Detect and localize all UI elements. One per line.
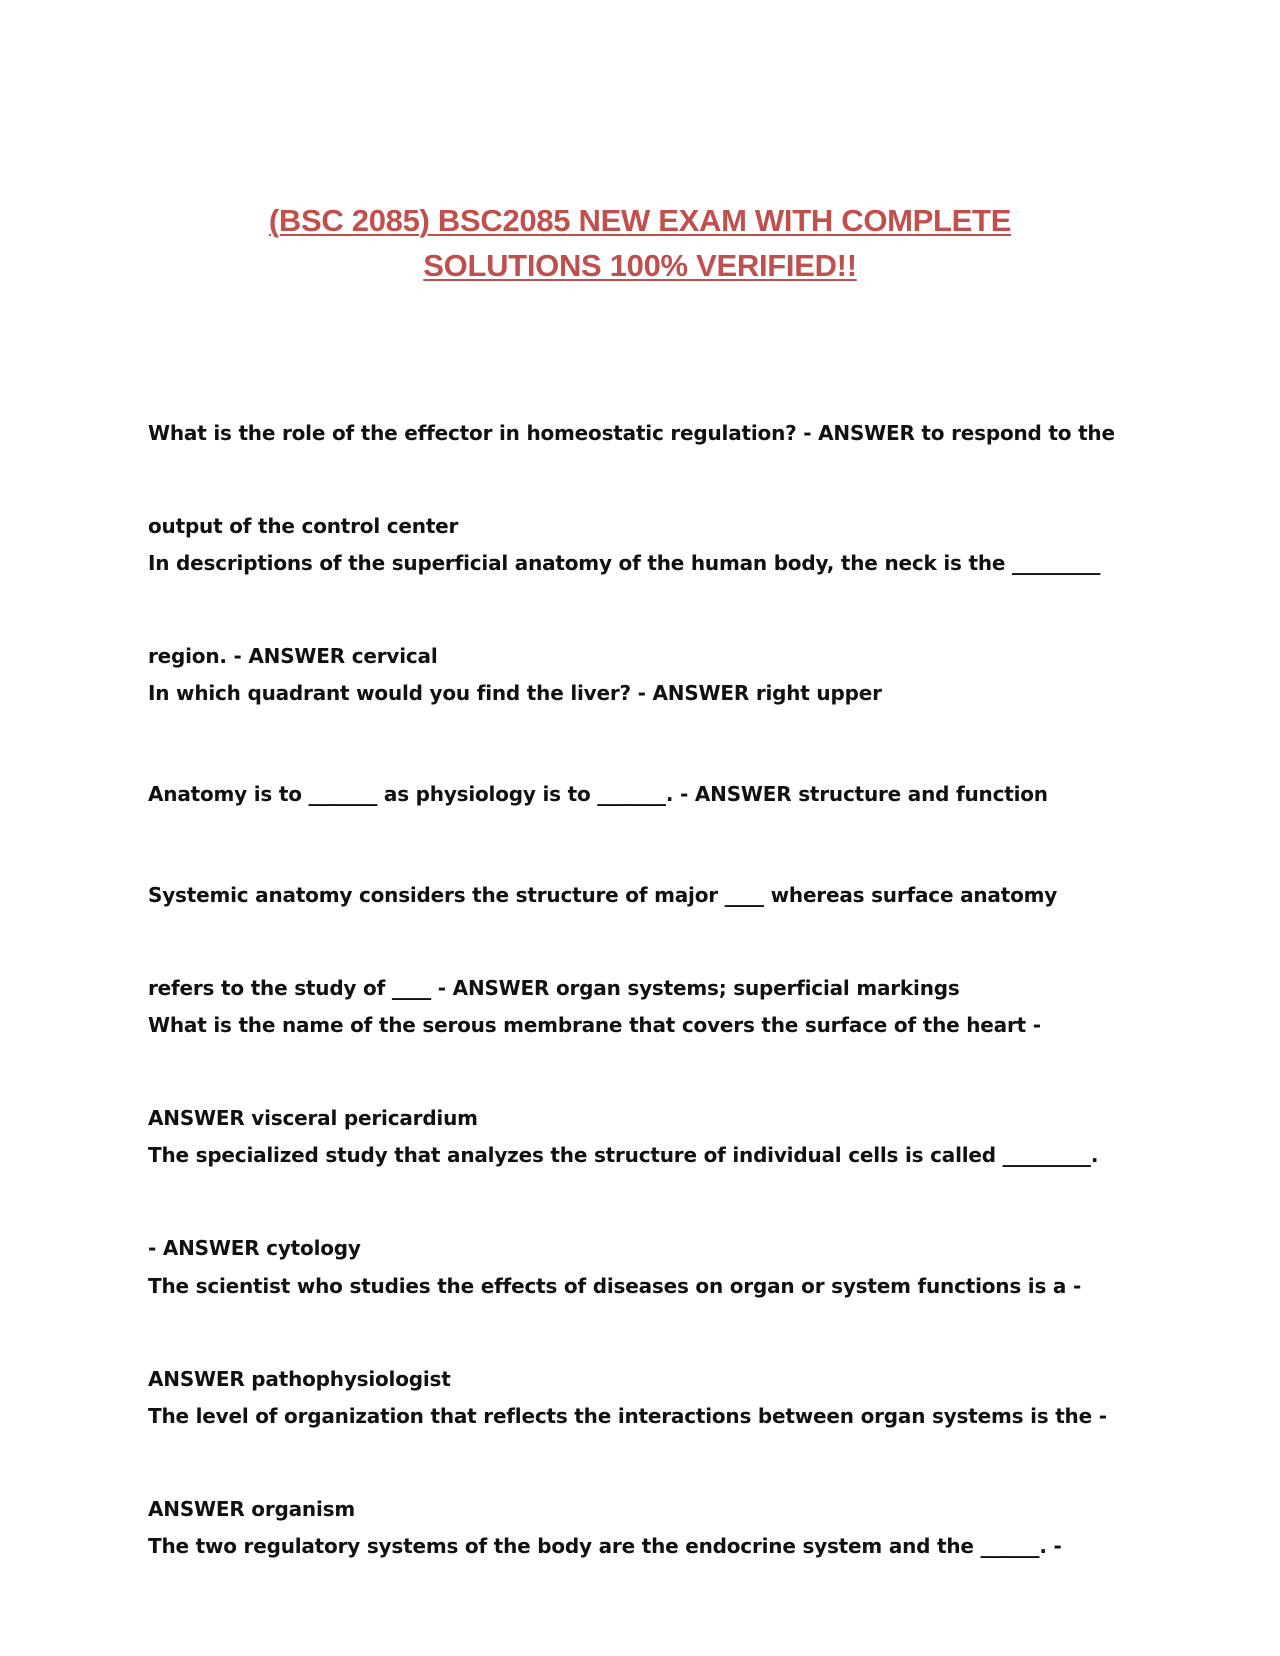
- qa-line: output of the control center: [148, 514, 459, 538]
- qa-line: ANSWER organism: [148, 1497, 355, 1521]
- qa-line: In which quadrant would you find the liver? - ANSWER right upper: [148, 681, 882, 705]
- qa-line: The level of organization that reflects the interactions between organ systems is the -: [148, 1404, 1107, 1428]
- qa-line: - ANSWER cytology: [148, 1236, 361, 1260]
- qa-line: What is the name of the serous membrane that covers the surface of the heart -: [148, 1013, 1041, 1037]
- qa-line: The specialized study that analyzes the structure of individual cells is called _________.: [148, 1143, 1099, 1167]
- qa-line: Anatomy is to _______ as physiology is to _______. - ANSWER structure and function: [148, 782, 1048, 806]
- document-title: [150, 198, 1130, 288]
- qa-line: Systemic anatomy considers the structure of major ____ whereas surface anatomy: [148, 883, 1058, 907]
- qa-line: The scientist who studies the effects of diseases on organ or system functions is a -: [148, 1274, 1082, 1298]
- document-title-line-1: (BSC 2085) BSC2085 NEW EXAM WITH COMPLETE: [268, 203, 1012, 238]
- document-title-line-2: SOLUTIONS 100% VERIFIED!!: [423, 248, 857, 283]
- qa-item-10: [148, 1469, 1128, 1624]
- qa-line: In descriptions of the superficial anatomy of the human body, the neck is the _________: [148, 551, 1101, 575]
- qa-line: What is the role of the effector in homeostatic regulation? - ANSWER to respond to the: [148, 421, 1115, 445]
- qa-line: The two regulatory systems of the body are the endocrine system and the ______. -: [148, 1534, 1062, 1558]
- qa-line: ANSWER visceral pericardium: [148, 1106, 478, 1130]
- qa-line: region. - ANSWER cervical: [148, 644, 438, 668]
- qa-line: ANSWER pathophysiologist: [148, 1367, 451, 1391]
- qa-line: refers to the study of ____ - ANSWER organ systems; superficial markings: [148, 976, 960, 1000]
